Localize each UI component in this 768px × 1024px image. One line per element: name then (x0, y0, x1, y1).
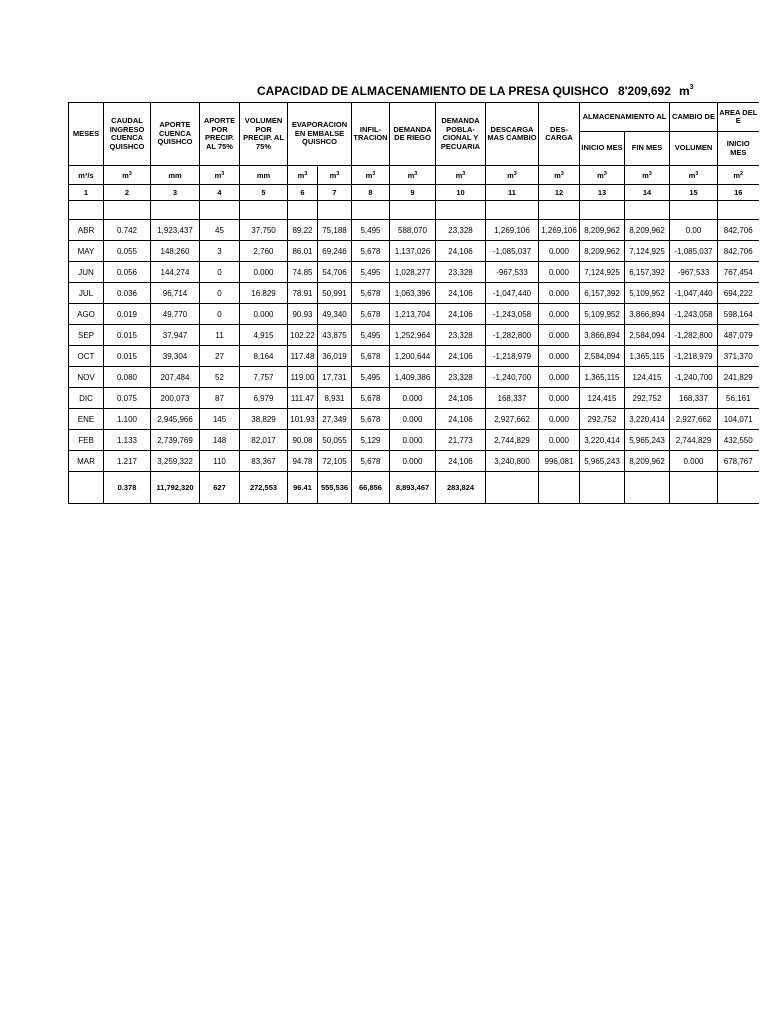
table-cell: 1,137,026 (390, 241, 436, 262)
total-cell: 272,553 (240, 472, 288, 504)
table-row (69, 367, 759, 388)
column-number-cell: 12 (539, 185, 580, 201)
table-cell: 145 (200, 409, 240, 430)
table-cell: 678,767 (718, 451, 759, 472)
unit-cell: $m^3$ (436, 166, 486, 185)
table-cell: 78.91 (288, 283, 318, 304)
table-cell: 111.47 (288, 388, 318, 409)
table-cell: 1.100 (104, 409, 151, 430)
table-cell: 2,744,829 (670, 430, 718, 451)
table-cell: 5,109,952 (625, 283, 670, 304)
table-cell: 2,584,094 (625, 325, 670, 346)
table-cell: 4,915 (240, 325, 288, 346)
unit-cell: $m^3$ (288, 166, 318, 185)
column-number-cell: 10 (436, 185, 486, 201)
table-cell: 292,752 (580, 409, 625, 430)
table-cell: 5,678 (352, 346, 390, 367)
table-cell: 144,274 (151, 262, 200, 283)
table-cell: 588,070 (390, 220, 436, 241)
table-cell: 1.133 (104, 430, 151, 451)
table-cell: MAR (69, 451, 104, 472)
table-cell: 75,188 (318, 220, 352, 241)
table-cell: 43,875 (318, 325, 352, 346)
table-row (69, 325, 759, 346)
table-cell: 7,757 (240, 367, 288, 388)
unit-cell: $m^3$ (486, 166, 539, 185)
table-cell: FEB (69, 430, 104, 451)
spacer-cell (539, 201, 580, 220)
table-cell: 37,750 (240, 220, 288, 241)
header-descarga-mas-cambio: DESCARGA MAS CAMBIO (486, 103, 539, 166)
table-cell: 3,866,894 (625, 304, 670, 325)
table-cell: 24,106 (436, 304, 486, 325)
header-area-inicio-mes: INICIO MES (718, 132, 759, 166)
table-cell: 2,584,094 (580, 346, 625, 367)
total-cell (69, 472, 104, 504)
table-cell: 432,550 (718, 430, 759, 451)
table-cell: 0.000 (240, 304, 288, 325)
table-cell: 0.000 (539, 367, 580, 388)
spacer-cell (390, 201, 436, 220)
table-cell: 8,931 (318, 388, 352, 409)
table-cell: JUL (69, 283, 104, 304)
table-cell: 27,349 (318, 409, 352, 430)
spacer-cell (240, 201, 288, 220)
table-cell: 0 (200, 262, 240, 283)
table-cell: 83,367 (240, 451, 288, 472)
table-cell: 0.055 (104, 241, 151, 262)
total-cell: 283,824 (436, 472, 486, 504)
total-cell (718, 472, 759, 504)
capacity-unit: $m^3$ (679, 84, 694, 98)
table-cell: 2,744,829 (486, 430, 539, 451)
column-number-cell: 8 (352, 185, 390, 201)
table-cell: 23,328 (436, 367, 486, 388)
column-number-cell: 15 (670, 185, 718, 201)
header-meses: MESES (69, 103, 104, 166)
table-cell: 90.08 (288, 430, 318, 451)
table-cell: 5,495 (352, 367, 390, 388)
table-cell: 82,017 (240, 430, 288, 451)
table-cell: 8,209,962 (580, 220, 625, 241)
total-cell (539, 472, 580, 504)
spacer-cell (580, 201, 625, 220)
table-cell: 27 (200, 346, 240, 367)
header-cambio-de: CAMBIO DE (670, 103, 718, 132)
unit-cell: $m^3$ (539, 166, 580, 185)
table-cell: 16.829 (240, 283, 288, 304)
column-number-row (69, 185, 759, 201)
table-cell: SEP (69, 325, 104, 346)
table-cell: 7,124,925 (625, 241, 670, 262)
header-infiltracion: INFIL-TRACION (352, 103, 390, 166)
table-cell: 207,484 (151, 367, 200, 388)
table-cell: 1,252,964 (390, 325, 436, 346)
header-aporte-cuenca: APORTE CUENCA QUISHCO (151, 103, 200, 166)
unit-cell: $m^3$ (625, 166, 670, 185)
header-inicio-mes: INICIO MES (580, 132, 625, 166)
table-cell: 117.48 (288, 346, 318, 367)
table-cell: 124,415 (580, 388, 625, 409)
table-cell: 0.742 (104, 220, 151, 241)
table-cell: 5,495 (352, 325, 390, 346)
table-cell: 0.000 (390, 409, 436, 430)
header-fin-mes: FIN MES (625, 132, 670, 166)
column-number-cell: 14 (625, 185, 670, 201)
header-evaporacion: EVAPORACION EN EMBALSE QUISHCO (288, 103, 352, 166)
table-cell: 842,706 (718, 241, 759, 262)
table-cell: 1,923,437 (151, 220, 200, 241)
table-cell: 2,945,966 (151, 409, 200, 430)
table-cell: AGO (69, 304, 104, 325)
spacer-cell (718, 201, 759, 220)
table-row (69, 346, 759, 367)
table-cell: 0.019 (104, 304, 151, 325)
table-cell: 104,071 (718, 409, 759, 430)
unit-cell: mm (240, 166, 288, 185)
table-cell: 50,991 (318, 283, 352, 304)
table-cell: 3,220,414 (625, 409, 670, 430)
table-cell: 24,106 (436, 283, 486, 304)
table-cell: 0.015 (104, 325, 151, 346)
header-aporte-precip: APORTE POR PRECIP. AL 75% (200, 103, 240, 166)
table-cell: 5,678 (352, 451, 390, 472)
table-cell: 0 (200, 283, 240, 304)
table-cell: 200,073 (151, 388, 200, 409)
table-cell: 39,304 (151, 346, 200, 367)
table-cell: 86.01 (288, 241, 318, 262)
spacer-cell (200, 201, 240, 220)
table-cell: ABR (69, 220, 104, 241)
table-cell: 1.217 (104, 451, 151, 472)
spacer-cell (670, 201, 718, 220)
document-title: CAPACIDAD DE ALMACENAMIENTO DE LA PRESA QUISHCO (257, 84, 609, 98)
units-row (69, 166, 759, 185)
table-cell: 0.000 (390, 388, 436, 409)
column-number-cell: 4 (200, 185, 240, 201)
table-row (69, 220, 759, 241)
table-cell: 168,337 (486, 388, 539, 409)
table-cell: 38,829 (240, 409, 288, 430)
column-number-cell: 16 (718, 185, 759, 201)
table-cell: 0.000 (240, 262, 288, 283)
table-cell: 110 (200, 451, 240, 472)
header-caudal: CAUDAL INGRESO CUENCA QUISHCO (104, 103, 151, 166)
table-cell: -1,243,058 (670, 304, 718, 325)
spacer-cell (436, 201, 486, 220)
table-cell: 5,495 (352, 262, 390, 283)
table-row (69, 283, 759, 304)
table-cell: 1,200,644 (390, 346, 436, 367)
table-cell: 37,947 (151, 325, 200, 346)
table-cell: OCT (69, 346, 104, 367)
table-cell: 241,829 (718, 367, 759, 388)
table-cell: 0.000 (539, 346, 580, 367)
table-cell: 148 (200, 430, 240, 451)
table-cell: -967,533 (670, 262, 718, 283)
table-cell: 119.00 (288, 367, 318, 388)
table-cell: 767,454 (718, 262, 759, 283)
table-cell: 0.000 (539, 325, 580, 346)
table-cell: 11 (200, 325, 240, 346)
table-cell: 2,739,769 (151, 430, 200, 451)
unit-cell: $m^3$ (580, 166, 625, 185)
spacer-cell (288, 201, 318, 220)
table-cell: 5,129 (352, 430, 390, 451)
table-cell: 5,109,952 (580, 304, 625, 325)
unit-cell: $m^3$ (104, 166, 151, 185)
table-cell: 0.000 (390, 451, 436, 472)
unit-cell: $m^3$ (670, 166, 718, 185)
table-cell: 6,979 (240, 388, 288, 409)
table-cell: -1,243,058 (486, 304, 539, 325)
table-row (69, 430, 759, 451)
table-cell: 5,678 (352, 304, 390, 325)
total-cell: 11,792,320 (151, 472, 200, 504)
column-number-cell: 2 (104, 185, 151, 201)
table-cell: 0.000 (390, 430, 436, 451)
table-cell: 3,220,414 (580, 430, 625, 451)
table-cell: 7,124,925 (580, 262, 625, 283)
storage-table (68, 102, 759, 504)
column-number-cell: 5 (240, 185, 288, 201)
table-cell: 487,079 (718, 325, 759, 346)
column-number-cell: 11 (486, 185, 539, 201)
table-cell: 17,731 (318, 367, 352, 388)
table-cell: 24,106 (436, 241, 486, 262)
unit-cell: $m^3$ (200, 166, 240, 185)
total-cell: 627 (200, 472, 240, 504)
table-cell: -1,218,979 (486, 346, 539, 367)
header-volumen: VOLUMEN (670, 132, 718, 166)
unit-cell: $m^2$ (718, 166, 759, 185)
unit-cell: $m^3$ (318, 166, 352, 185)
table-cell: 96,714 (151, 283, 200, 304)
column-number-cell: 7 (318, 185, 352, 201)
column-number-cell: 1 (69, 185, 104, 201)
table-cell: 0.000 (539, 262, 580, 283)
table-cell: 24,106 (436, 346, 486, 367)
unit-cell: mm (151, 166, 200, 185)
table-cell: 3,259,322 (151, 451, 200, 472)
table-cell: 69,246 (318, 241, 352, 262)
table-cell: 8,209,962 (625, 220, 670, 241)
table-cell: 5,678 (352, 283, 390, 304)
spacer-cell (104, 201, 151, 220)
table-cell: 0.075 (104, 388, 151, 409)
table-cell: 1,269,106 (539, 220, 580, 241)
table-cell: -1,047,440 (486, 283, 539, 304)
table-cell: -1,085,037 (486, 241, 539, 262)
table-cell: 45 (200, 220, 240, 241)
total-cell: 96.41 (288, 472, 318, 504)
table-cell: 21,773 (436, 430, 486, 451)
table-cell: 5,678 (352, 388, 390, 409)
table-cell: 49,340 (318, 304, 352, 325)
table-cell: 148,260 (151, 241, 200, 262)
table-cell: 1,269,106 (486, 220, 539, 241)
table-cell: -1,282,800 (670, 325, 718, 346)
table-cell: 1,063,396 (390, 283, 436, 304)
table-cell: JUN (69, 262, 104, 283)
table-cell: 24,106 (436, 451, 486, 472)
table-cell: 0.000 (539, 304, 580, 325)
table-row (69, 262, 759, 283)
table-row (69, 409, 759, 430)
spacer-cell (625, 201, 670, 220)
table-cell: 6,157,392 (580, 283, 625, 304)
table-cell: 1,365,115 (580, 367, 625, 388)
table-cell: -1,282,800 (486, 325, 539, 346)
table-cell: 8,164 (240, 346, 288, 367)
table-cell: 8,209,962 (580, 241, 625, 262)
table-cell: 54,706 (318, 262, 352, 283)
spacer-cell (318, 201, 352, 220)
table-cell: 87 (200, 388, 240, 409)
table-cell: 72,105 (318, 451, 352, 472)
table-cell: 94.78 (288, 451, 318, 472)
table-cell: 3 (200, 241, 240, 262)
total-cell (486, 472, 539, 504)
table-cell: 52 (200, 367, 240, 388)
table-cell: 0.000 (539, 388, 580, 409)
table-cell: -967,533 (486, 262, 539, 283)
table-cell: 50,055 (318, 430, 352, 451)
table-row (69, 388, 759, 409)
total-cell (580, 472, 625, 504)
table-cell: 0.036 (104, 283, 151, 304)
column-number-cell: 13 (580, 185, 625, 201)
total-cell: 8,893,467 (390, 472, 436, 504)
unit-cell: $m^3$ (390, 166, 436, 185)
table-row (69, 241, 759, 262)
total-cell: 66,856 (352, 472, 390, 504)
table-cell: 124,415 (625, 367, 670, 388)
total-cell (670, 472, 718, 504)
table-cell: 0.056 (104, 262, 151, 283)
table-cell: 2,927,662 (486, 409, 539, 430)
table-cell: -1,085,037 (670, 241, 718, 262)
table-cell: -1,218,979 (670, 346, 718, 367)
total-cell (625, 472, 670, 504)
table-cell: 5,678 (352, 409, 390, 430)
table-cell: 1,028,277 (390, 262, 436, 283)
table-cell: 101.93 (288, 409, 318, 430)
table-cell: 5,965,243 (580, 451, 625, 472)
spacer-cell (69, 201, 104, 220)
title-line (0, 84, 768, 100)
table-cell: 694,222 (718, 283, 759, 304)
table-cell: 842,706 (718, 220, 759, 241)
header-demanda-riego: DEMANDA DE RIEGO (390, 103, 436, 166)
header-almacenamiento: ALMACENAMIENTO AL (580, 103, 670, 132)
table-cell: -1,047,440 (670, 283, 718, 304)
table-cell: 24,106 (436, 388, 486, 409)
unit-cell: $m^3$ (352, 166, 390, 185)
table-cell: 0.00 (670, 220, 718, 241)
header-descarga: DES-CARGA (539, 103, 580, 166)
table-cell: 371,370 (718, 346, 759, 367)
table-cell: 90.93 (288, 304, 318, 325)
table-cell: 5,495 (352, 220, 390, 241)
table-cell: NOV (69, 367, 104, 388)
table-cell: 0.015 (104, 346, 151, 367)
table-cell: 74.85 (288, 262, 318, 283)
table-cell: 49,770 (151, 304, 200, 325)
table-cell: 2,760 (240, 241, 288, 262)
column-number-cell: 6 (288, 185, 318, 201)
table-cell: 2,927,662 (670, 409, 718, 430)
column-number-cell: 9 (390, 185, 436, 201)
table-cell: MAY (69, 241, 104, 262)
table-row (69, 304, 759, 325)
table-cell: 292,752 (625, 388, 670, 409)
header-area: AREA DEL E (718, 103, 759, 132)
totals-row (69, 472, 759, 504)
table-cell: 102.22 (288, 325, 318, 346)
table-row (69, 451, 759, 472)
table-cell: 0.000 (670, 451, 718, 472)
table-cell: 0.000 (539, 283, 580, 304)
table-cell: -1,240,700 (486, 367, 539, 388)
table-cell: 0 (200, 304, 240, 325)
table-cell: 5,678 (352, 241, 390, 262)
table-cell: 0.000 (539, 241, 580, 262)
capacity-value: 8'209,692 (618, 84, 671, 98)
spacer-cell (352, 201, 390, 220)
table-cell: 996,081 (539, 451, 580, 472)
header-demanda-poblacional: DEMANDA POBLA-CIONAL Y PECUARIA (436, 103, 486, 166)
table-cell: 3,240,800 (486, 451, 539, 472)
total-cell: 0.378 (104, 472, 151, 504)
table-cell: 168,337 (670, 388, 718, 409)
table-cell: 1,213,704 (390, 304, 436, 325)
table-cell: 3,866,894 (580, 325, 625, 346)
table-cell: DIC (69, 388, 104, 409)
header-volumen-precip: VOLUMEN POR PRECIP. AL 75% (240, 103, 288, 166)
table-cell: 23,328 (436, 220, 486, 241)
table-cell: 0.000 (539, 430, 580, 451)
table-cell: 36,019 (318, 346, 352, 367)
table-cell: 8,209,962 (625, 451, 670, 472)
spacer-cell (486, 201, 539, 220)
table-cell: 89.22 (288, 220, 318, 241)
table-cell: 0.000 (539, 409, 580, 430)
table-cell: 5,965,243 (625, 430, 670, 451)
table-cell: 598,164 (718, 304, 759, 325)
table-cell: 24,106 (436, 409, 486, 430)
table-cell: -1,240,700 (670, 367, 718, 388)
table-cell: 1,365,115 (625, 346, 670, 367)
total-cell: 555,536 (318, 472, 352, 504)
table-cell: 56,161 (718, 388, 759, 409)
table-cell: 23,328 (436, 262, 486, 283)
table-cell: ENE (69, 409, 104, 430)
spacer-cell (151, 201, 200, 220)
table-cell: 1,409,386 (390, 367, 436, 388)
unit-cell: m³/s (69, 166, 104, 185)
table-cell: 6,157,392 (625, 262, 670, 283)
spacer-row (69, 201, 759, 220)
table-cell: 0.080 (104, 367, 151, 388)
table-cell: 23,328 (436, 325, 486, 346)
column-number-cell: 3 (151, 185, 200, 201)
